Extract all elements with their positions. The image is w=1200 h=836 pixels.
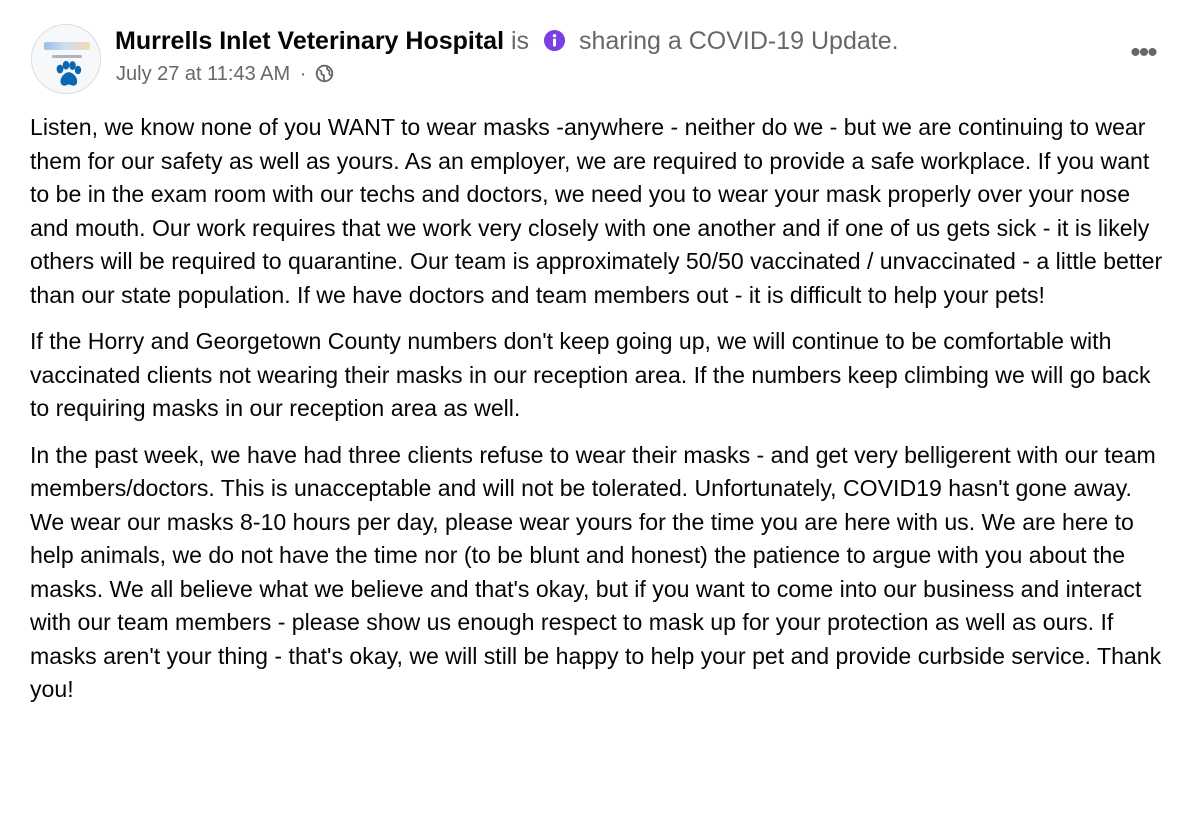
post-paragraph: If the Horry and Georgetown County numbers don't keep going up, we will continue to be comfortable with vaccinated clients not wearing their masks in our reception area. If the numbers keep climbing we will go back to requiring masks in our reception area as well. [30, 328, 1151, 421]
info-icon [543, 29, 566, 52]
activity-text: sharing a COVID-19 Update. [578, 27, 899, 55]
page-avatar[interactable] [31, 24, 101, 94]
page-name-link[interactable]: Murrells Inlet Veterinary Hospital [115, 27, 505, 55]
post-date-link[interactable]: July 27 at 11:43 AM [116, 63, 291, 85]
post-meta-row [116, 62, 334, 87]
avatar-logo-text-line [52, 55, 82, 58]
post-paragraph: In the past week, we have had three clients refuse to wear their masks - and get very belligerent with our team members/doctors. This is unacceptable and will not be tolerated. Unfortunately, COVID19 hasn't gone away. We wear our masks 8-10 hours per day, please wear yours for the time you are here with us. We are here to help animals, we do not have the time nor (to be blunt and honest) the patience to argue with you about the masks. We all believe what we believe and that's okay, but if you want to come into our business and interact with our team members - please show us enough respect to mask up for your protection as well as ours. If masks aren't your thing - that's okay, we will still be happy to help your pet and provide curbside service. Thank you! [30, 441, 1162, 702]
more-options-button[interactable]: ••• [1130, 36, 1156, 69]
globe-icon[interactable] [315, 64, 334, 83]
paw-print-icon [52, 60, 84, 88]
post-header [0, 0, 1200, 110]
meta-separator: · [299, 63, 307, 85]
avatar-banner-art [44, 42, 90, 50]
activity-connector: is [510, 27, 530, 55]
post-title-row [115, 27, 899, 56]
post-body [30, 111, 1172, 707]
post-paragraph: Listen, we know none of you WANT to wear masks -anywhere - neither do we - but we are continuing to wear them for our safety as well as yours. As an employer, we are required to provide a safe workplace. If you want to be in the exam room with our techs and doctors, we need you to wear your mask properly over your nose and mouth. Our work requires that we work very closely with one another and if one of us gets sick - it is likely others will be required to quarantine. Our team is approximately 50/50 vaccinated / unvaccinated - a little better than our state population. If we have doctors and team members out - it is difficult to help your pets! [30, 114, 1163, 308]
